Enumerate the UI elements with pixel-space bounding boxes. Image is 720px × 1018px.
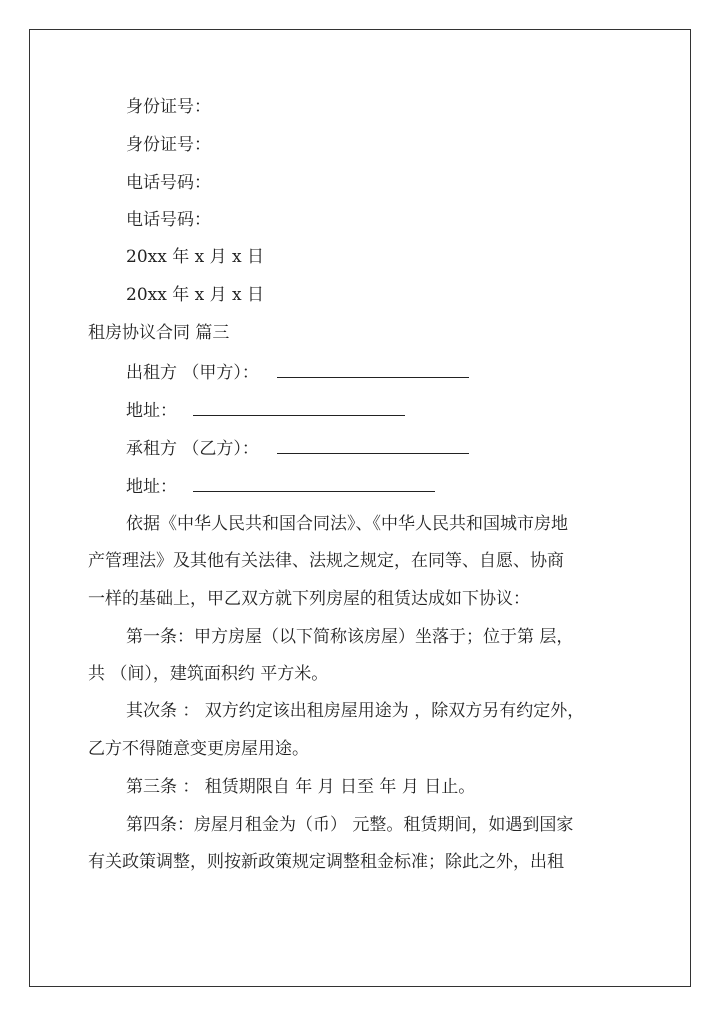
- phone-label-2: 电话号码：: [126, 210, 211, 230]
- preamble-line-2: 产管理法》及其他有关法律、法规之规定，在同等、自愿、协商: [88, 551, 564, 571]
- lessor-address-label: 地址：: [126, 401, 177, 421]
- lessee-address-row: [126, 475, 435, 497]
- section-heading: 租房协议合同 篇三: [88, 323, 230, 343]
- lessee-label: 承租方 （乙方）：: [126, 439, 259, 459]
- preamble-line-3: 一样的基础上，甲乙双方就下列房屋的租赁达成如下协议：: [88, 589, 530, 609]
- article-1-line-1: 第一条：甲方房屋（以下简称该房屋）坐落于；位于第 层，: [126, 627, 574, 647]
- lessee-address-blank: [193, 475, 435, 492]
- article-3-line: 第三条 ： 租赁期限自 年 月 日至 年 月 日止。: [126, 777, 476, 797]
- article-4-line-1: 第四条：房屋月租金为（币） 元整。租赁期间，如遇到国家: [126, 815, 574, 835]
- lessor-blank: [277, 361, 469, 378]
- preamble-line-1: 依据《中华人民共和国合同法》、《中华人民共和国城市房地: [126, 514, 568, 534]
- article-2-line-1: 其次条 ： 双方约定该出租房屋用途为 ，除双方另有约定外，: [126, 701, 585, 721]
- lessor-address-blank: [193, 399, 405, 416]
- lessee-blank: [277, 437, 469, 454]
- lessor-address-row: [126, 399, 405, 421]
- lessee-row: [126, 437, 469, 459]
- article-4-line-2: 有关政策调整，则按新政策规定调整租金标准；除此之外，出租: [88, 852, 564, 872]
- phone-label-1: 电话号码：: [126, 173, 211, 193]
- article-1-line-2: 共 （间），建筑面积约 平方米。: [88, 664, 329, 684]
- date-line-2: 20xx 年 x 月 x 日: [126, 285, 265, 305]
- lessor-label: 出租方 （甲方）：: [126, 363, 259, 383]
- lessor-row: [126, 361, 469, 383]
- article-2-line-2: 乙方不得随意变更房屋用途。: [88, 739, 309, 759]
- id-number-label-1: 身份证号：: [126, 97, 211, 117]
- id-number-label-2: 身份证号：: [126, 135, 211, 155]
- date-line-1: 20xx 年 x 月 x 日: [126, 247, 265, 267]
- lessee-address-label: 地址：: [126, 477, 177, 497]
